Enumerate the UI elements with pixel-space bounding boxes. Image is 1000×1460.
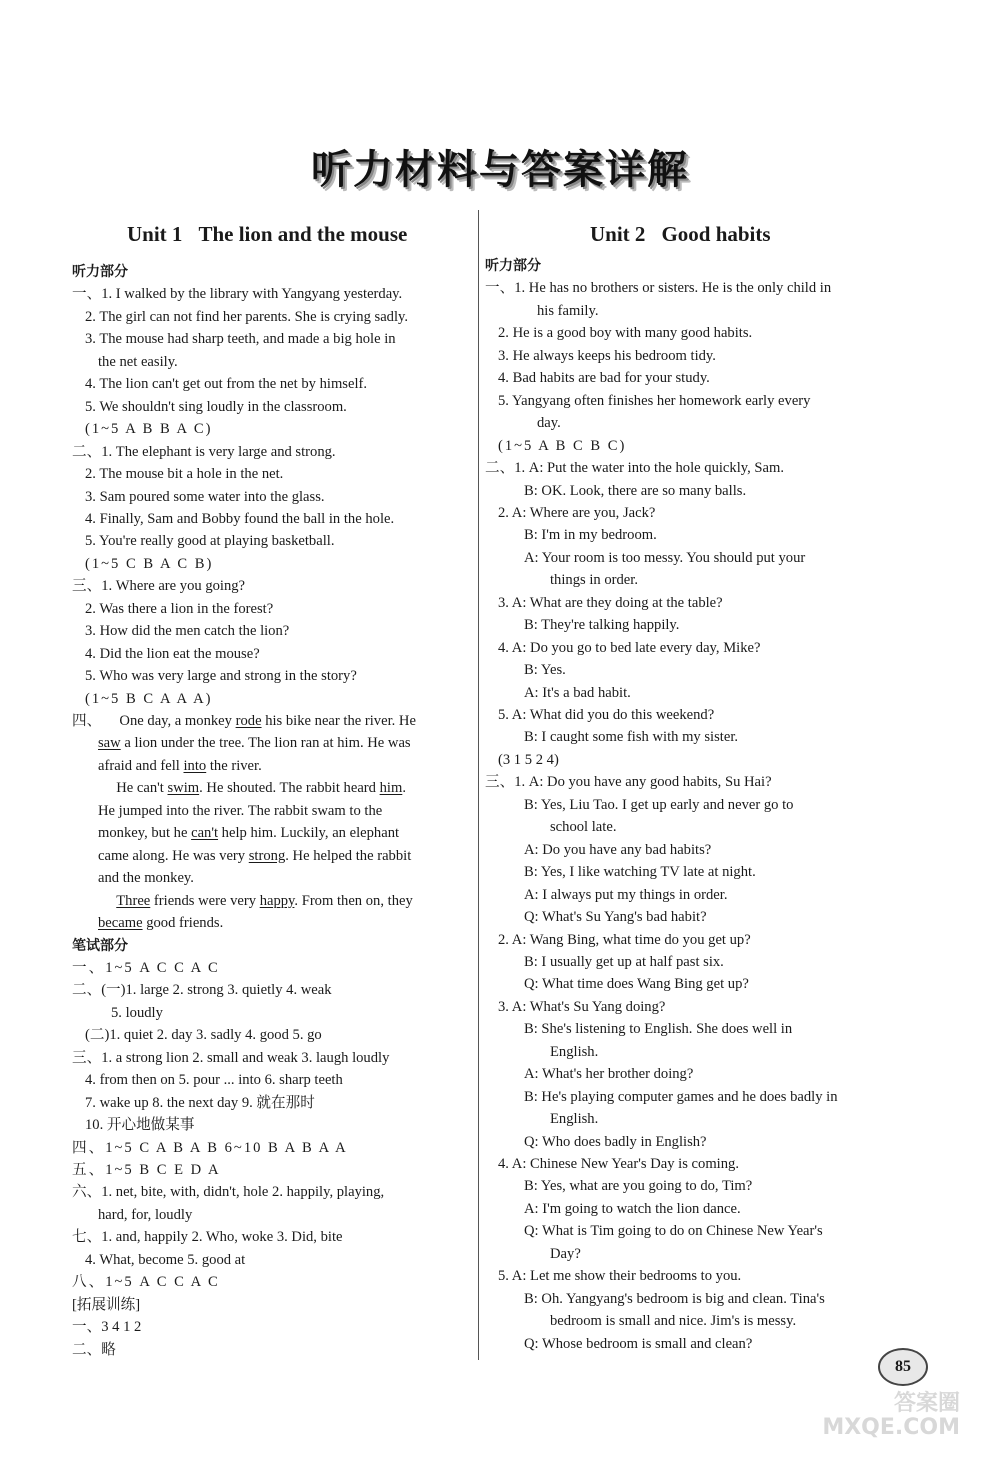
text-line: He jumped into the river. The rabbit swam to the <box>98 802 383 819</box>
text-line: He can't swim. He shouted. The rabbit heard him. <box>98 780 406 797</box>
text-line: 4. Finally, Sam and Bobby found the ball in the hole. <box>85 510 395 527</box>
text-line: afraid and fell into the river. <box>98 757 262 774</box>
text-line: B: I usually get up at half past six. <box>524 953 724 970</box>
text-line: B: I'm in my bedroom. <box>524 527 657 544</box>
text-line: A: I always put my things in order. <box>524 886 728 903</box>
text-line: 七、1. and, happily 2. Who, woke 3. Did, bite <box>72 1229 343 1246</box>
page-title: 听力材料与答案详解 <box>311 147 689 193</box>
text-line: 5. A: What did you do this weekend? <box>498 707 715 723</box>
text-line: 一、1. He has no brothers or sisters. He is the only child in <box>485 280 832 297</box>
text-line: 听力部分 <box>485 258 541 274</box>
text-line: things in order. <box>550 572 638 589</box>
text-line: 一、1. I walked by the library with Yangyang yesterday. <box>72 286 403 303</box>
text-line: A: It's a bad habit. <box>524 684 631 701</box>
text-line: 4. from then on 5. pour ... into 6. sharp teeth <box>85 1072 343 1089</box>
text-line: 二、1. The elephant is very large and strong. <box>72 443 336 460</box>
text-line: 5. Yangyang often finishes her homework early every <box>498 392 811 409</box>
text-line: 八、1~5 A C C A C <box>72 1274 220 1291</box>
text-line: (1~5 A B B A C) <box>85 421 213 438</box>
text-line: 4. Bad habits are bad for your study. <box>498 370 710 387</box>
watermark-logo <box>822 1392 960 1440</box>
text-line: 5. We shouldn't sing loudly in the classroom. <box>85 398 347 415</box>
text-line: 7. wake up 8. the next day 9. 就在那时 <box>85 1094 315 1111</box>
text-line: Day? <box>550 1245 581 1262</box>
text-line: 二、(一)1. large 2. strong 3. quietly 4. weak <box>72 982 332 999</box>
text-line: 2. A: Where are you, Jack? <box>498 504 656 521</box>
text-line: hard, for, loudly <box>98 1206 193 1223</box>
text-line: 5. loudly <box>111 1004 163 1021</box>
text-line: B: I caught some fish with my sister. <box>524 729 739 746</box>
text-line: day. <box>537 415 561 432</box>
text-line: 一、3 4 1 2 <box>72 1319 142 1336</box>
text-line: 4. The lion can't get out from the net by himself. <box>85 376 368 393</box>
text-line: and the monkey. <box>98 870 194 887</box>
text-line: B: She's listening to English. She does well in <box>524 1021 793 1038</box>
text-line: his family. <box>537 302 599 319</box>
unit-name: The lion and the mouse <box>198 222 408 246</box>
text-line: became good friends. <box>98 915 224 932</box>
text-line: monkey, but he can't help him. Luckily, an elephant <box>98 825 400 842</box>
text-line: 5. A: Let me show their bedrooms to you. <box>498 1268 742 1285</box>
text-line: 一、1~5 A C C A C <box>72 959 220 976</box>
text-line: (1~5 C B A C B) <box>85 555 214 572</box>
text-line: 10. 开心地做某事 <box>85 1117 195 1134</box>
unit-number: Unit 2 <box>590 222 646 246</box>
text-line: 4. What, become 5. good at <box>85 1251 246 1268</box>
text-line: B: Yes, what are you going to do, Tim? <box>524 1178 753 1195</box>
text-line: 二、略 <box>72 1341 116 1358</box>
text-line: [拓展训练] <box>72 1296 141 1313</box>
text-line: Q: Who does badly in English? <box>524 1133 707 1150</box>
text-line: (1~5 A B C B C) <box>498 437 627 454</box>
text-line: saw a lion under the tree. The lion ran at him. He was <box>98 735 411 752</box>
page-number: 85 <box>878 1348 928 1386</box>
text-line: 六、1. net, bite, with, didn't, hole 2. happily, playing, <box>72 1184 385 1201</box>
text-line: 3. Sam poured some water into the glass. <box>85 488 325 505</box>
text-line: B: They're talking happily. <box>524 617 680 634</box>
text-line: A: Your room is too messy. You should put your <box>524 549 806 566</box>
column-divider <box>478 210 479 1360</box>
text-line: B: Yes. <box>524 662 566 679</box>
text-line: Q: Whose bedroom is small and clean? <box>524 1335 753 1352</box>
unit-number: Unit 1 <box>127 222 183 246</box>
text-line: 2. He is a good boy with many good habits. <box>498 325 753 342</box>
text-line: 三、1. A: Do you have any good habits, Su Hai? <box>485 774 772 791</box>
text-line: 4. A: Chinese New Year's Day is coming. <box>498 1156 739 1172</box>
text-line: A: Do you have any bad habits? <box>524 841 712 858</box>
text-line: B: Yes, I like watching TV late at night. <box>524 864 756 881</box>
text-line: 五、1~5 B C E D A <box>72 1162 221 1178</box>
text-line: the net easily. <box>98 353 178 370</box>
text-line: school late. <box>550 819 617 836</box>
text-line: English. <box>550 1043 599 1060</box>
text-line: 三、1. a strong lion 2. small and weak 3. laugh loudly <box>72 1049 390 1066</box>
text-line: (3 1 5 2 4) <box>498 751 559 768</box>
unit-name: Good habits <box>661 222 771 246</box>
text-line: 2. Was there a lion in the forest? <box>85 600 274 617</box>
text-line: 3. A: What are they doing at the table? <box>498 594 723 611</box>
text-line: 3. How did the men catch the lion? <box>85 623 290 640</box>
text-line: 2. A: Wang Bing, what time do you get up? <box>498 931 751 948</box>
text-line: 4. Did the lion eat the mouse? <box>85 645 260 662</box>
text-line: 3. A: What's Su Yang doing? <box>498 998 666 1015</box>
text-line: 3. The mouse had sharp teeth, and made a big hole in <box>85 331 396 348</box>
text-line: 2. The mouse bit a hole in the net. <box>85 466 284 483</box>
text-line: came along. He was very strong. He helped the rabbit <box>98 847 412 864</box>
text-line: 4. A: Do you go to bed late every day, Mike? <box>498 639 761 656</box>
text-line: B: Oh. Yangyang's bedroom is big and clean. Tina's <box>524 1290 825 1307</box>
text-line: English. <box>550 1111 599 1128</box>
watermark-line2: MXQE.COM <box>822 1415 960 1440</box>
text-line: 5. You're really good at playing basketball. <box>85 533 335 550</box>
text-line: 笔试部分 <box>72 937 128 954</box>
text-line: 二、1. A: Put the water into the hole quickly, Sam. <box>485 460 784 477</box>
text-line: A: I'm going to watch the lion dance. <box>524 1200 741 1217</box>
text-line: bedroom is small and nice. Jim's is messy. <box>550 1313 797 1330</box>
text-line: 四、1~5 C A B A B 6~10 B A B A A <box>72 1139 348 1156</box>
text-line: B: OK. Look, there are so many balls. <box>524 482 747 499</box>
text-line: A: What's her brother doing? <box>524 1066 694 1083</box>
text-line: (二)1. quiet 2. day 3. sadly 4. good 5. go <box>85 1027 322 1044</box>
text-line: Q: What is Tim going to do on Chinese New Year's <box>524 1223 823 1240</box>
watermark-line1: 答案圈 <box>893 1391 960 1416</box>
text-line: 3. He always keeps his bedroom tidy. <box>498 347 716 364</box>
text-line: 听力部分 <box>72 264 128 280</box>
text-line: 2. The girl can not find her parents. She is crying sadly. <box>85 308 409 325</box>
text-line: Three friends were very happy. From then on, they <box>116 892 413 909</box>
unit-heading <box>590 222 771 247</box>
text-line: 三、1. Where are you going? <box>72 578 246 595</box>
text-line: B: He's playing computer games and he does badly in <box>524 1088 838 1105</box>
text-line: B: Yes, Liu Tao. I get up early and never go to <box>524 796 794 813</box>
text-line: 四、 One day, a monkey rode his bike near the river. He <box>72 713 416 729</box>
text-line: Q: What time does Wang Bing get up? <box>524 976 749 993</box>
text-line: 5. Who was very large and strong in the story? <box>85 668 357 685</box>
unit-heading <box>127 222 407 247</box>
text-line: (1~5 B C A A A) <box>85 690 213 707</box>
text-line: Q: What's Su Yang's bad habit? <box>524 909 707 926</box>
